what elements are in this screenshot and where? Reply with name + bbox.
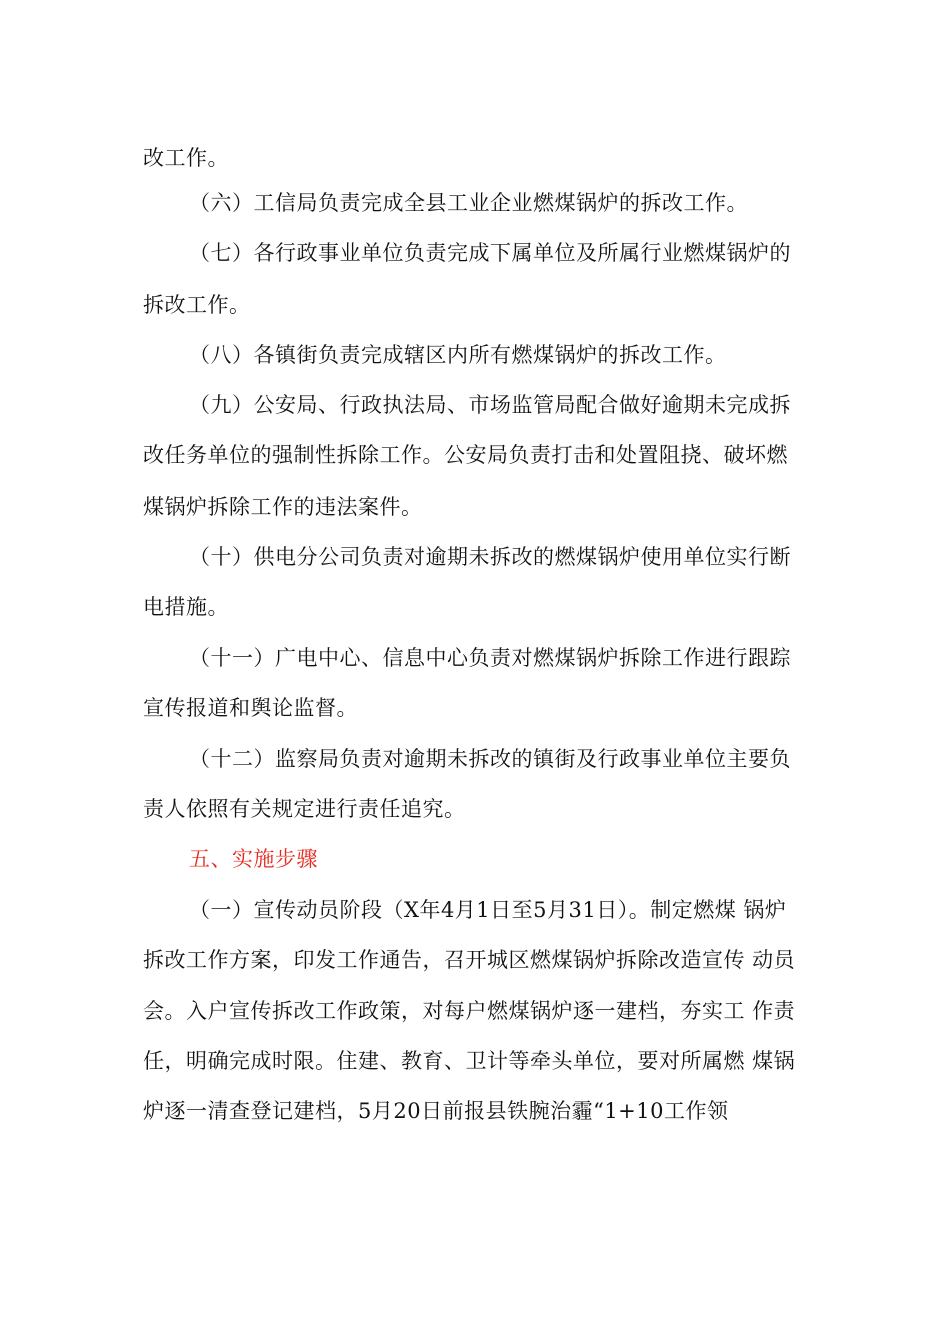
text-line: 改任务单位的强制性拆除工作。公安局负责打击和处置阻挠、破坏燃 xyxy=(143,443,788,467)
text-line: （十）供电分公司负责对逾期未拆改的燃煤锅炉使用单位实行断 xyxy=(189,545,791,569)
text-line: （九）公安局、行政执法局、市场监管局配合做好逾期未完成拆 xyxy=(189,393,791,417)
text-line: （六）工信局负责完成全县工业企业燃煤锅炉的拆改工作。 xyxy=(189,191,748,215)
text-line: 煤锅炉拆除工作的违法案件。 xyxy=(143,495,423,519)
text-line: （七）各行政事业单位负责完成下属单位及所属行业燃煤锅炉的 xyxy=(189,241,791,265)
text-line: 改工作。 xyxy=(143,146,229,170)
text-line: 拆改工作方案，印发工作通告，召开城区燃煤锅炉拆除改造宣传 动员 xyxy=(143,948,796,972)
text-line: （十二）监察局负责对逾期未拆改的镇街及行政事业单位主要负 xyxy=(189,747,791,771)
text-line: 拆改工作。 xyxy=(143,293,251,317)
text-line: 电措施。 xyxy=(143,595,229,619)
text-line: （八）各镇街负责完成辖区内所有燃煤锅炉的拆改工作。 xyxy=(189,343,727,367)
text-line: 会。入户宣传拆改工作政策，对每户燃煤锅炉逐一建档，夯实工 作责 xyxy=(143,999,796,1023)
text-line: 宣传报道和舆论监督。 xyxy=(143,696,358,720)
text-line: （一）宣传动员阶段（X年4月1日至5月31日）。制定燃煤 锅炉 xyxy=(189,898,787,922)
text-line: 责人依照有关规定进行责任追究。 xyxy=(143,797,466,821)
text-line: 任，明确完成时限。住建、教育、卫计等牵头单位，要对所属燃 煤锅 xyxy=(143,1049,796,1073)
section-heading: 五、实施步骤 xyxy=(189,847,318,871)
text-line: （十一）广电中心、信息中心负责对燃煤锅炉拆除工作进行跟踪 xyxy=(189,646,791,670)
text-line: 炉逐一清查登记建档，5月20日前报县铁腕治霾“1+10工作领 xyxy=(143,1099,729,1123)
